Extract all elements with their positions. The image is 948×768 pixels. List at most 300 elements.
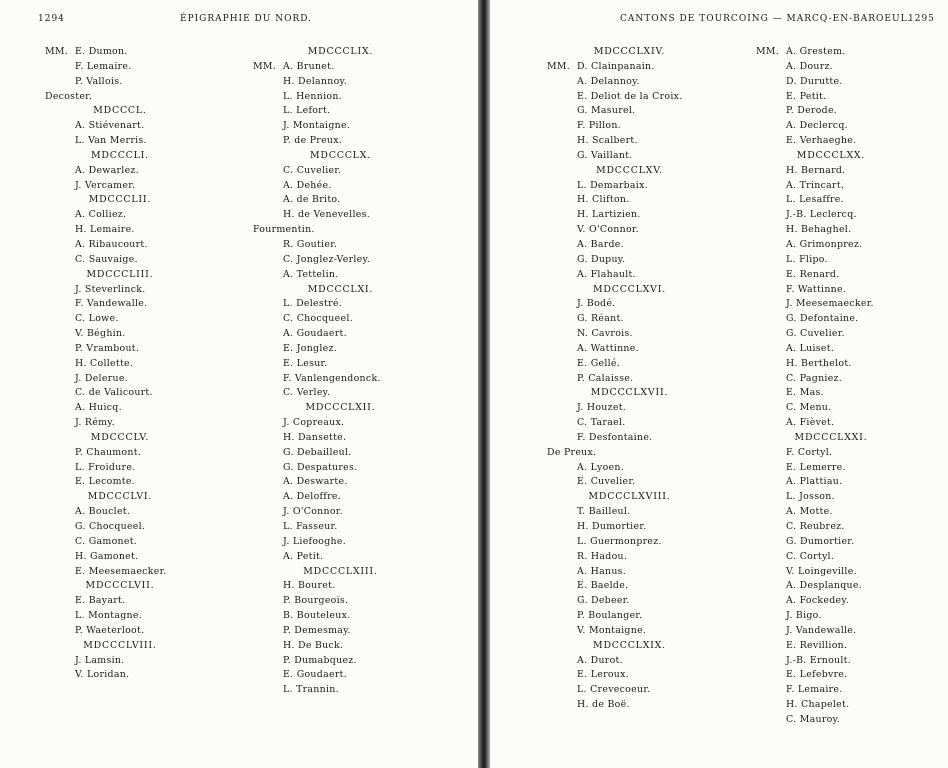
running-head-right: CANTONS DE TOURCOING — MARCQ-EN-BAROEUL. bbox=[620, 14, 912, 24]
name-entry bbox=[45, 297, 195, 312]
name-text: J. Meesemaecker. bbox=[786, 298, 874, 310]
name-text: A. Colliez. bbox=[75, 209, 127, 221]
name-entry bbox=[253, 639, 428, 654]
name-entry bbox=[756, 327, 906, 342]
name-text: P. Vallois. bbox=[75, 75, 123, 87]
name-entry bbox=[547, 416, 712, 431]
name-entry bbox=[756, 134, 906, 149]
name-text: H. De Buck. bbox=[283, 639, 344, 651]
name-text: H. Dumortier. bbox=[577, 521, 647, 532]
name-entry bbox=[253, 594, 428, 609]
name-text: C. Reubrez. bbox=[786, 521, 845, 532]
name-entry bbox=[547, 312, 712, 327]
name-entry bbox=[547, 208, 712, 223]
name-text: L. Lesaffre. bbox=[786, 194, 844, 206]
name-entry bbox=[253, 535, 428, 550]
name-text: J. Vercamer. bbox=[75, 179, 136, 191]
name-text: C. Cuvelier. bbox=[283, 164, 342, 176]
name-text: E. Lecomte. bbox=[75, 476, 135, 488]
name-text: J. O'Connor. bbox=[283, 506, 343, 518]
name-text: F. Cortyl. bbox=[786, 446, 833, 458]
name-entry bbox=[253, 490, 428, 505]
name-text: E. Revillion. bbox=[786, 639, 848, 651]
name-entry bbox=[253, 312, 428, 327]
name-text: B. Bouteleux. bbox=[283, 610, 351, 622]
name-text: V. Montaigne. bbox=[577, 624, 647, 636]
name-text: E. Cuvelier. bbox=[577, 476, 636, 488]
name-entry bbox=[253, 386, 428, 401]
name-entry bbox=[547, 579, 712, 594]
name-text: P. Dumabquez. bbox=[283, 654, 357, 666]
name-entry bbox=[547, 683, 712, 698]
name-text: H. Behaghel. bbox=[786, 224, 852, 236]
name-entry bbox=[253, 253, 428, 268]
name-entry bbox=[547, 134, 712, 149]
name-entry bbox=[45, 654, 195, 669]
name-entry bbox=[253, 624, 428, 639]
name-entry bbox=[547, 446, 712, 461]
name-text: N. Cavrois. bbox=[577, 328, 633, 340]
name-text: J. Lamsin. bbox=[75, 654, 125, 666]
name-text: E. Verhaeghe. bbox=[786, 135, 857, 147]
name-entry bbox=[547, 594, 712, 609]
name-entry bbox=[547, 505, 712, 520]
name-entry bbox=[547, 179, 712, 194]
messieurs-abbrev: MM. bbox=[45, 46, 69, 57]
name-entry bbox=[253, 75, 428, 90]
name-text: F. Lemaire. bbox=[75, 60, 132, 72]
name-text: C. Tarael. bbox=[577, 417, 626, 429]
name-text: P. Boulanger. bbox=[577, 610, 643, 622]
year-heading: MDCCCLII. bbox=[88, 194, 152, 206]
name-entry bbox=[253, 505, 428, 520]
name-text: L. Hennion. bbox=[283, 90, 342, 102]
name-entry bbox=[756, 624, 906, 639]
name-entry bbox=[547, 193, 712, 208]
name-entry bbox=[756, 461, 906, 476]
name-entry bbox=[547, 119, 712, 134]
name-text: P. Bourgeois. bbox=[283, 595, 349, 607]
name-entry bbox=[253, 431, 428, 446]
name-entry bbox=[547, 223, 712, 238]
year-heading: MDCCCLXVIII. bbox=[588, 491, 671, 503]
name-text: P. Calaisse. bbox=[577, 372, 634, 384]
name-entry bbox=[45, 475, 195, 490]
year-heading: MDCCCLXIX. bbox=[593, 639, 666, 651]
name-entry bbox=[547, 327, 712, 342]
name-text: F. Vanlengendonck. bbox=[283, 372, 381, 384]
name-entry bbox=[547, 668, 712, 683]
name-entry bbox=[547, 60, 712, 75]
name-text: A. Petit. bbox=[283, 550, 324, 562]
name-entry bbox=[253, 164, 428, 179]
name-text: L. Delestré. bbox=[283, 298, 342, 310]
name-entry bbox=[45, 401, 195, 416]
name-text: A. Grimonprez. bbox=[786, 238, 863, 250]
name-text: D. Durutte. bbox=[786, 75, 843, 87]
name-text: G. Réant. bbox=[577, 313, 624, 325]
name-entry bbox=[756, 45, 906, 60]
name-text: A. Dehée. bbox=[283, 179, 332, 191]
name-text: A. Trincart. bbox=[786, 179, 845, 191]
name-text: C. Mauroy. bbox=[786, 713, 841, 725]
year-heading: MDCCCLXV. bbox=[596, 164, 663, 176]
name-entry bbox=[547, 149, 712, 164]
name-text: E. Leroux. bbox=[577, 669, 630, 681]
name-text: L. Montagne. bbox=[75, 610, 142, 622]
name-entry bbox=[253, 238, 428, 253]
name-entry bbox=[547, 104, 712, 119]
name-text: G. Vaillant. bbox=[577, 149, 633, 161]
name-entry bbox=[756, 179, 906, 194]
name-entry bbox=[45, 505, 195, 520]
name-entry bbox=[45, 179, 195, 194]
name-entry bbox=[756, 104, 906, 119]
name-entry bbox=[253, 609, 428, 624]
name-entry bbox=[547, 698, 712, 713]
name-text: H. Bernard. bbox=[786, 164, 846, 176]
name-entry bbox=[756, 401, 906, 416]
name-text: A. Stiévenart. bbox=[75, 120, 145, 132]
year-heading: MDCCCL. bbox=[93, 105, 147, 117]
name-text: T. Bailleul. bbox=[577, 506, 631, 518]
name-text: F. Wattinne. bbox=[786, 283, 847, 295]
name-entry bbox=[253, 208, 428, 223]
name-entry bbox=[756, 683, 906, 698]
name-text: H. Delannoy. bbox=[283, 75, 348, 87]
name-text: L. Crevecoeur. bbox=[577, 684, 651, 696]
name-entry bbox=[756, 283, 906, 298]
name-entry bbox=[45, 75, 195, 90]
name-text: A. Grestem. bbox=[786, 46, 846, 57]
name-text: V. O'Connor. bbox=[577, 224, 639, 236]
page-number-left: 1294 bbox=[38, 14, 65, 24]
name-entry bbox=[756, 372, 906, 387]
name-text: J. Bigo. bbox=[786, 610, 822, 622]
name-text: A. Delannoy. bbox=[577, 75, 640, 87]
name-entry bbox=[756, 565, 906, 580]
name-text: H. Collette. bbox=[75, 357, 134, 369]
name-text: G. Dupuy. bbox=[577, 253, 626, 265]
name-text: F. Vandewalle. bbox=[75, 298, 148, 310]
name-entry bbox=[756, 654, 906, 669]
name-text: E. Mas. bbox=[786, 387, 824, 399]
name-text: E. Petit. bbox=[786, 90, 827, 102]
name-text: A. Plattiau. bbox=[786, 476, 843, 488]
right-column-2 bbox=[756, 45, 906, 728]
name-text: E. Dumon. bbox=[75, 46, 128, 57]
name-entry bbox=[547, 401, 712, 416]
name-text: L. Fasseur. bbox=[283, 521, 338, 532]
name-entry bbox=[45, 535, 195, 550]
name-text: A. Desplanque. bbox=[786, 580, 863, 592]
name-text: A. Brunet. bbox=[283, 60, 335, 72]
name-text: A. Dewarlez. bbox=[75, 164, 139, 176]
name-text: H. Scalbert. bbox=[577, 135, 638, 147]
name-entry bbox=[253, 193, 428, 208]
year-heading: MDCCCLXIV. bbox=[593, 46, 666, 57]
name-text: A. Fockedey. bbox=[786, 595, 850, 607]
year-heading: MDCCCLVIII. bbox=[83, 639, 157, 651]
name-entry bbox=[45, 208, 195, 223]
name-entry bbox=[547, 357, 712, 372]
name-text: A. Tettelin. bbox=[283, 268, 339, 280]
name-entry bbox=[45, 60, 195, 75]
name-entry bbox=[547, 609, 712, 624]
name-text: C. Pagniez. bbox=[786, 372, 843, 384]
name-text: E. Renard. bbox=[786, 268, 840, 280]
name-entry bbox=[547, 654, 712, 669]
name-entry bbox=[253, 357, 428, 372]
name-entry bbox=[756, 698, 906, 713]
name-text: J. Steverlinck. bbox=[75, 283, 146, 295]
name-entry bbox=[756, 594, 906, 609]
name-entry bbox=[253, 119, 428, 134]
name-text: F. Desfontaine. bbox=[577, 431, 653, 443]
name-entry bbox=[45, 164, 195, 179]
name-text: H. Lartizien. bbox=[577, 209, 641, 221]
year-heading: MDCCCLXVI. bbox=[593, 283, 666, 295]
name-text: G. Debailleul. bbox=[283, 446, 352, 458]
name-text: A. Durot. bbox=[577, 654, 623, 666]
name-entry bbox=[756, 312, 906, 327]
name-entry bbox=[756, 668, 906, 683]
name-entry bbox=[547, 75, 712, 90]
name-entry bbox=[253, 342, 428, 357]
name-entry bbox=[45, 45, 195, 60]
name-entry bbox=[253, 297, 428, 312]
name-text: P. Waeterloot. bbox=[75, 624, 145, 636]
name-text: J. Rémy. bbox=[75, 417, 115, 429]
name-text: A. Huicq. bbox=[75, 402, 122, 414]
name-entry bbox=[547, 550, 712, 565]
name-entry bbox=[253, 683, 428, 698]
name-text: De Preux. bbox=[547, 446, 597, 458]
name-entry bbox=[547, 461, 712, 476]
name-entry bbox=[547, 624, 712, 639]
name-text: P. Derode. bbox=[786, 105, 838, 117]
name-entry bbox=[547, 372, 712, 387]
name-entry bbox=[253, 461, 428, 476]
name-text: J. Liefooghe. bbox=[283, 535, 346, 547]
name-entry bbox=[756, 90, 906, 105]
year-heading: MDCCCLI. bbox=[91, 149, 149, 161]
name-text: H. Gamonet. bbox=[75, 550, 139, 562]
name-text: L. Van Merris. bbox=[75, 135, 147, 147]
name-text: A. Luiset. bbox=[786, 342, 835, 354]
name-entry bbox=[756, 342, 906, 357]
name-text: A. Wattinne. bbox=[577, 342, 639, 354]
name-entry bbox=[547, 253, 712, 268]
year-heading: MDCCCLXI. bbox=[307, 283, 374, 295]
name-text: E. Bayart. bbox=[75, 595, 126, 607]
name-text: G. Cuvelier. bbox=[786, 328, 845, 340]
name-text: A. Bouclet. bbox=[75, 506, 131, 518]
name-text: G. Debeer. bbox=[577, 595, 630, 607]
name-text: E. Baelde. bbox=[577, 580, 629, 592]
name-text: J. Copreaux. bbox=[283, 417, 345, 429]
name-entry bbox=[45, 416, 195, 431]
name-text: P. Demesmay. bbox=[283, 624, 351, 636]
year-heading: MDCCCLIX. bbox=[307, 46, 374, 57]
name-entry bbox=[253, 372, 428, 387]
name-text: L. Josson. bbox=[786, 491, 835, 503]
name-entry bbox=[756, 416, 906, 431]
left-column-1 bbox=[45, 45, 195, 683]
name-text: J. Houzet. bbox=[577, 402, 627, 414]
name-text: G. Masurel. bbox=[577, 105, 636, 117]
name-entry bbox=[45, 565, 195, 580]
name-text: V. Loridan. bbox=[75, 669, 130, 681]
messieurs-abbrev: MM. bbox=[253, 60, 277, 72]
name-text: E. Goudaert. bbox=[283, 669, 347, 681]
name-entry bbox=[756, 639, 906, 654]
name-entry bbox=[756, 223, 906, 238]
name-text: J.-B. Leclercq. bbox=[786, 209, 857, 221]
year-heading: MDCCCLIII. bbox=[86, 268, 154, 280]
name-text: G. Chocqueel. bbox=[75, 521, 146, 532]
name-entry bbox=[45, 624, 195, 639]
right-column-1 bbox=[547, 45, 712, 713]
messieurs-abbrev: MM. bbox=[756, 46, 780, 57]
name-entry bbox=[253, 654, 428, 669]
name-text: L. Flipo. bbox=[786, 253, 828, 265]
year-heading: MDCCCLXVII. bbox=[590, 387, 669, 399]
name-text: C. Chocqueel. bbox=[283, 313, 353, 325]
name-text: E. Lesur. bbox=[283, 357, 328, 369]
name-entry bbox=[547, 535, 712, 550]
name-text: A. Dourz. bbox=[786, 60, 834, 72]
name-entry bbox=[45, 668, 195, 683]
name-entry bbox=[756, 386, 906, 401]
name-entry bbox=[253, 134, 428, 149]
name-entry bbox=[756, 609, 906, 624]
name-entry bbox=[756, 520, 906, 535]
name-entry bbox=[756, 208, 906, 223]
name-text: E. Lefebvre. bbox=[786, 669, 848, 681]
name-text: A. Flahault. bbox=[577, 268, 636, 280]
name-text: L. Lefort. bbox=[283, 105, 331, 117]
name-entry bbox=[756, 193, 906, 208]
name-text: L. Froidure. bbox=[75, 461, 136, 473]
name-text: C. Sauvaige. bbox=[75, 253, 138, 265]
name-text: P. Vrambout. bbox=[75, 342, 140, 354]
year-heading: MDCCCLX. bbox=[310, 149, 371, 161]
name-entry bbox=[756, 490, 906, 505]
name-entry bbox=[45, 461, 195, 476]
name-entry bbox=[756, 505, 906, 520]
name-entry bbox=[45, 312, 195, 327]
name-text: J. Montaigne. bbox=[283, 120, 351, 132]
name-text: A. Hanus. bbox=[577, 565, 627, 577]
name-text: H. de Venevelles. bbox=[283, 209, 370, 221]
name-text: F. Lemaire. bbox=[786, 684, 843, 696]
name-entry bbox=[756, 713, 906, 728]
name-entry bbox=[253, 475, 428, 490]
name-entry bbox=[756, 238, 906, 253]
messieurs-abbrev: MM. bbox=[547, 60, 571, 72]
name-text: H. Berthelot. bbox=[786, 357, 852, 369]
name-text: V. Béghin. bbox=[75, 328, 126, 340]
name-entry bbox=[547, 342, 712, 357]
name-text: C. Gamonet. bbox=[75, 535, 138, 547]
name-entry bbox=[45, 90, 195, 105]
name-entry bbox=[756, 119, 906, 134]
name-entry bbox=[45, 386, 195, 401]
name-entry bbox=[45, 550, 195, 565]
name-text: C. Jonglez-Verley. bbox=[283, 253, 371, 265]
name-text: L. Demarbaix. bbox=[577, 179, 648, 191]
name-entry bbox=[756, 297, 906, 312]
name-entry bbox=[756, 75, 906, 90]
name-entry bbox=[547, 431, 712, 446]
name-text: E. Jonglez. bbox=[283, 342, 338, 354]
name-text: E. Deliot de la Croix. bbox=[577, 90, 683, 102]
name-entry bbox=[45, 223, 195, 238]
name-entry bbox=[253, 90, 428, 105]
name-text: C. de Valicourt. bbox=[75, 387, 153, 399]
name-text: A. Ribaucourt. bbox=[75, 238, 148, 250]
page-number-right: 1295 bbox=[908, 14, 935, 24]
name-text: A. Motte. bbox=[786, 506, 833, 518]
name-entry bbox=[253, 520, 428, 535]
name-text: E. Lemerre. bbox=[786, 461, 846, 473]
book-gutter bbox=[478, 0, 490, 768]
name-entry bbox=[253, 579, 428, 594]
name-text: Decoster. bbox=[45, 90, 93, 102]
name-entry bbox=[756, 446, 906, 461]
name-entry bbox=[253, 179, 428, 194]
name-text: L. Guermonprez. bbox=[577, 535, 662, 547]
name-entry bbox=[547, 520, 712, 535]
name-entry bbox=[756, 475, 906, 490]
left-column-2 bbox=[253, 45, 428, 698]
name-entry bbox=[756, 268, 906, 283]
name-text: H. Clifton. bbox=[577, 194, 630, 206]
name-text: P. Chaumont. bbox=[75, 446, 142, 458]
name-entry bbox=[756, 357, 906, 372]
right-page bbox=[490, 0, 948, 768]
name-text: J. Bodé. bbox=[577, 298, 616, 310]
name-entry bbox=[45, 372, 195, 387]
name-entry bbox=[45, 609, 195, 624]
name-entry bbox=[253, 446, 428, 461]
name-text: Fourmentin. bbox=[253, 224, 315, 236]
name-text: E. Gellé. bbox=[577, 357, 621, 369]
name-entry bbox=[547, 90, 712, 105]
name-entry bbox=[45, 119, 195, 134]
name-text: R. Goutier. bbox=[283, 238, 338, 250]
year-heading: MDCCCLXII. bbox=[305, 402, 376, 414]
name-entry bbox=[253, 60, 428, 75]
name-entry bbox=[45, 253, 195, 268]
name-text: A. Deswarte. bbox=[283, 476, 348, 488]
name-text: A. de Brito. bbox=[283, 194, 341, 206]
name-text: A. Deloffre. bbox=[283, 491, 341, 503]
name-entry bbox=[45, 238, 195, 253]
name-entry bbox=[45, 520, 195, 535]
name-entry bbox=[253, 104, 428, 119]
name-text: G. Despatures. bbox=[283, 461, 358, 473]
name-text: A. Declercq. bbox=[786, 120, 848, 132]
name-text: E. Meesemaecker. bbox=[75, 565, 167, 577]
name-text: V. Loingeville. bbox=[786, 565, 857, 577]
name-text: C. Menu. bbox=[786, 402, 832, 414]
name-entry bbox=[45, 594, 195, 609]
name-text: R. Hadou. bbox=[577, 550, 628, 562]
name-text: J.-B. Ernoult. bbox=[786, 654, 852, 666]
year-heading: MDCCCLVII. bbox=[85, 580, 155, 592]
